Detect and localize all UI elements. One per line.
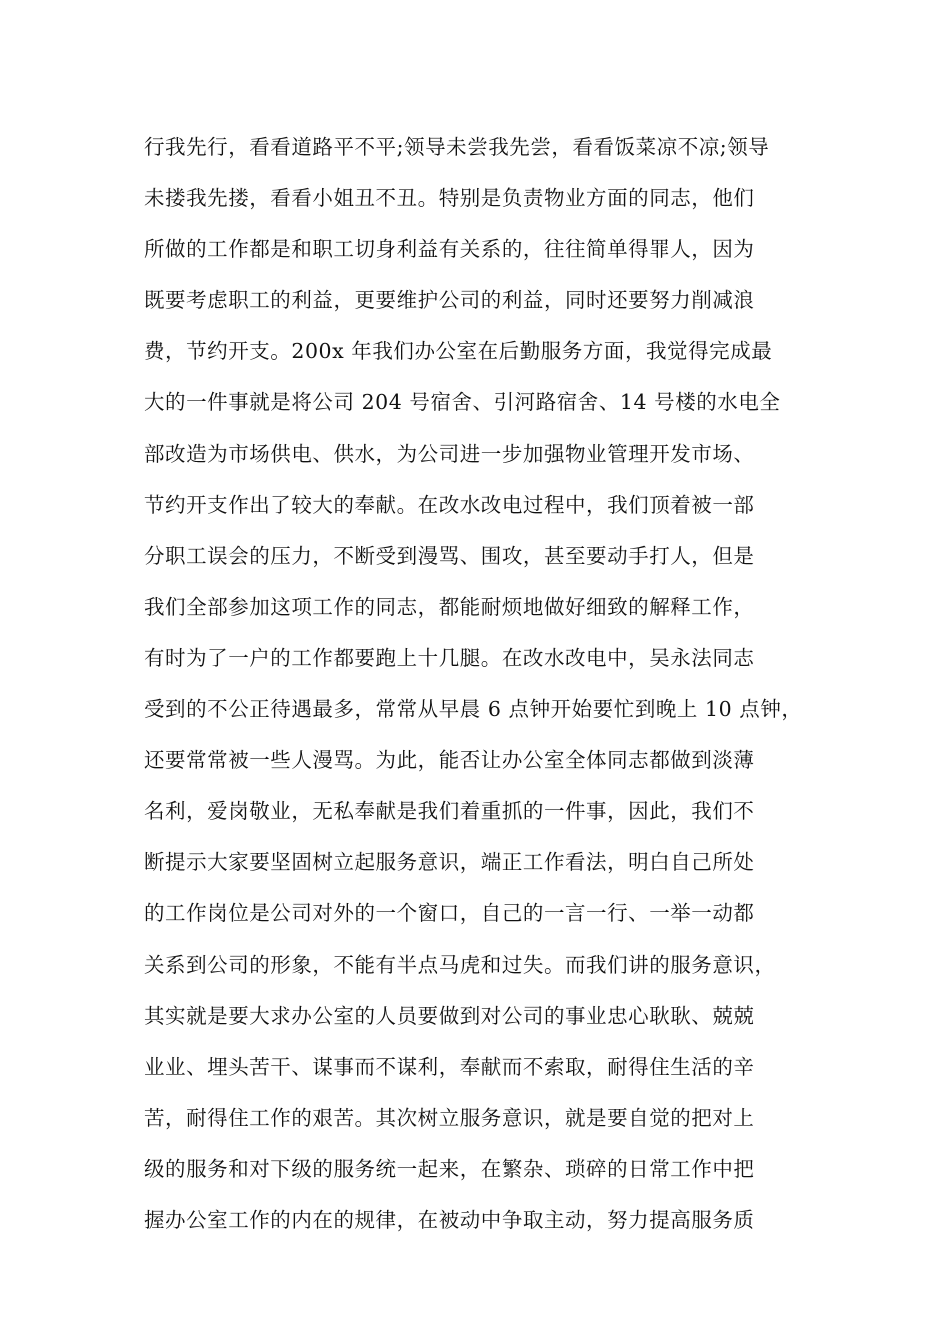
text-line: 其实就是要大求办公室的人员要做到对公司的事业忠心耿耿、兢兢: [144, 1003, 755, 1028]
text-line: 费，节约开支。200x 年我们办公室在后勤服务方面，我觉得完成最: [144, 339, 773, 364]
text-line: 有时为了一户的工作都要跑上十几腿。在改水改电中，吴永法同志: [144, 645, 755, 670]
text-line: 受到的不公正待遇最多，常常从早晨 6 点钟开始要忙到晚上 10 点钟，: [144, 697, 803, 722]
text-line: 我们全部参加这项工作的同志，都能耐烦地做好细致的解释工作，: [144, 594, 755, 619]
text-line: 未搂我先搂，看看小姐丑不丑。特别是负责物业方面的同志，他们: [144, 186, 755, 211]
body-text: [144, 127, 834, 1251]
text-line: 名利，爱岗敬业，无私奉献是我们着重抓的一件事，因此，我们不: [144, 799, 755, 824]
text-line: 大的一件事就是将公司 204 号宿舍、引河路宿舍、14 号楼的水电全: [144, 390, 781, 415]
text-line: 既要考虑职工的利益，更要维护公司的利益，同时还要努力削减浪: [144, 288, 755, 313]
text-line: 握办公室工作的内在的规律，在被动中争取主动，努力提高服务质: [144, 1207, 755, 1232]
text-line: 级的服务和对下级的服务统一起来，在繁杂、琐碎的日常工作中把: [144, 1156, 755, 1181]
text-line: 的工作岗位是公司对外的一个窗口，自己的一言一行、一举一动都: [144, 901, 755, 926]
text-line: 还要常常被一些人漫骂。为此，能否让办公室全体同志都做到淡薄: [144, 748, 755, 773]
text-line: 业业、埋头苦干、谋事而不谋利，奉献而不索取，耐得住生活的辛: [144, 1054, 755, 1079]
text-line: 关系到公司的形象，不能有半点马虎和过失。而我们讲的服务意识，: [144, 952, 776, 977]
text-line: 节约开支作出了较大的奉献。在改水改电过程中，我们顶着被一部: [144, 492, 755, 517]
text-line: 苦，耐得住工作的艰苦。其次树立服务意识，就是要自觉的把对上: [144, 1105, 755, 1130]
text-line: 断提示大家要坚固树立起服务意识，端正工作看法，明白自己所处: [144, 850, 755, 875]
text-line: 部改造为市场供电、供水，为公司进一步加强物业管理开发市场、: [144, 441, 755, 466]
text-line: 所做的工作都是和职工切身利益有关系的，往往简单得罪人，因为: [144, 237, 755, 262]
text-line: 分职工误会的压力，不断受到漫骂、围攻，甚至要动手打人，但是: [144, 543, 755, 568]
text-line: 行我先行，看看道路平不平;领导未尝我先尝，看看饭菜凉不凉;领导: [144, 135, 770, 159]
